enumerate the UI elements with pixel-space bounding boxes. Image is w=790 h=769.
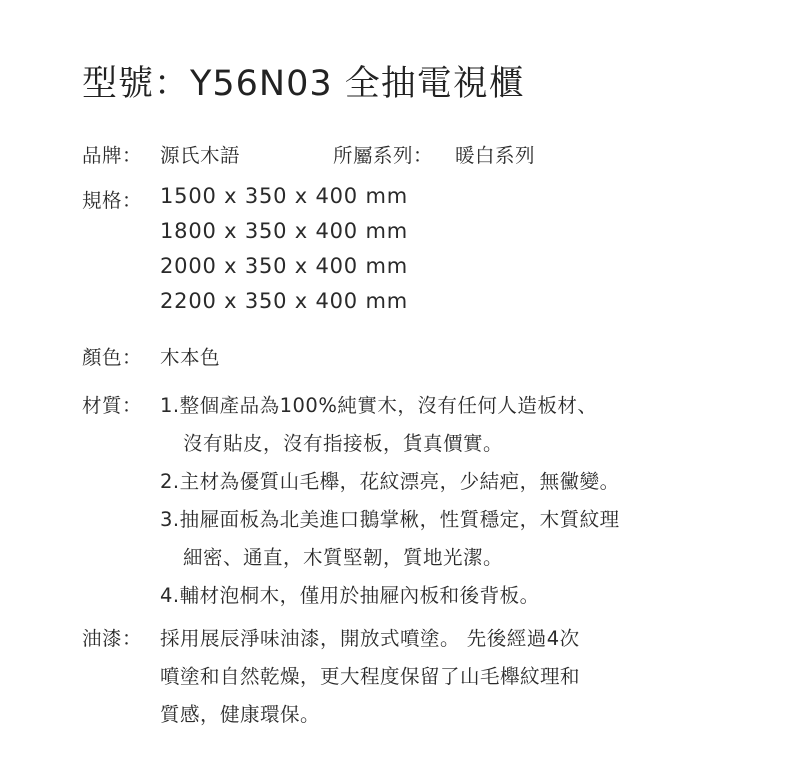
size-value: 1500 x 350 x 400 mm — [160, 184, 408, 208]
paint-line: 噴塗和自然乾燥，更大程度保留了山毛櫸紋理和 — [160, 665, 581, 688]
series-label: 所屬系列： — [333, 144, 434, 167]
size-value: 2000 x 350 x 400 mm — [160, 254, 408, 278]
size-value: 2200 x 350 x 400 mm — [160, 289, 408, 313]
material-line: 3.抽屜面板為北美進口鵝掌楸，性質穩定，木質紋理 — [160, 508, 620, 531]
color-label: 顏色： — [82, 346, 143, 369]
paint-label: 油漆： — [82, 627, 143, 650]
paint-line: 質感，健康環保。 — [160, 703, 321, 726]
material-line: 2.主材為優質山毛櫸，花紋漂亮，少結疤，無黴變。 — [160, 470, 620, 493]
material-line: 細密、通直，木質堅韌，質地光潔。 — [183, 546, 504, 569]
paint-line: 採用展辰淨味油漆，開放式噴塗。 先後經過4次 — [160, 627, 580, 650]
size-label: 規格： — [82, 189, 143, 212]
material-line: 沒有貼皮，沒有指接板，貨真價實。 — [183, 432, 504, 455]
size-value: 1800 x 350 x 400 mm — [160, 219, 408, 243]
product-title: 型號：Y56N03 全抽電視櫃 — [82, 64, 525, 104]
brand-label: 品牌： — [82, 144, 143, 167]
color-value: 木本色 — [160, 346, 221, 369]
series-value: 暖白系列 — [455, 144, 536, 167]
brand-value: 源氏木語 — [160, 144, 241, 167]
material-line: 4.輔材泡桐木，僅用於抽屜內板和後背板。 — [160, 584, 540, 607]
material-line: 1.整個產品為100%純實木，沒有任何人造板材、 — [160, 394, 598, 417]
material-label: 材質： — [82, 394, 143, 417]
